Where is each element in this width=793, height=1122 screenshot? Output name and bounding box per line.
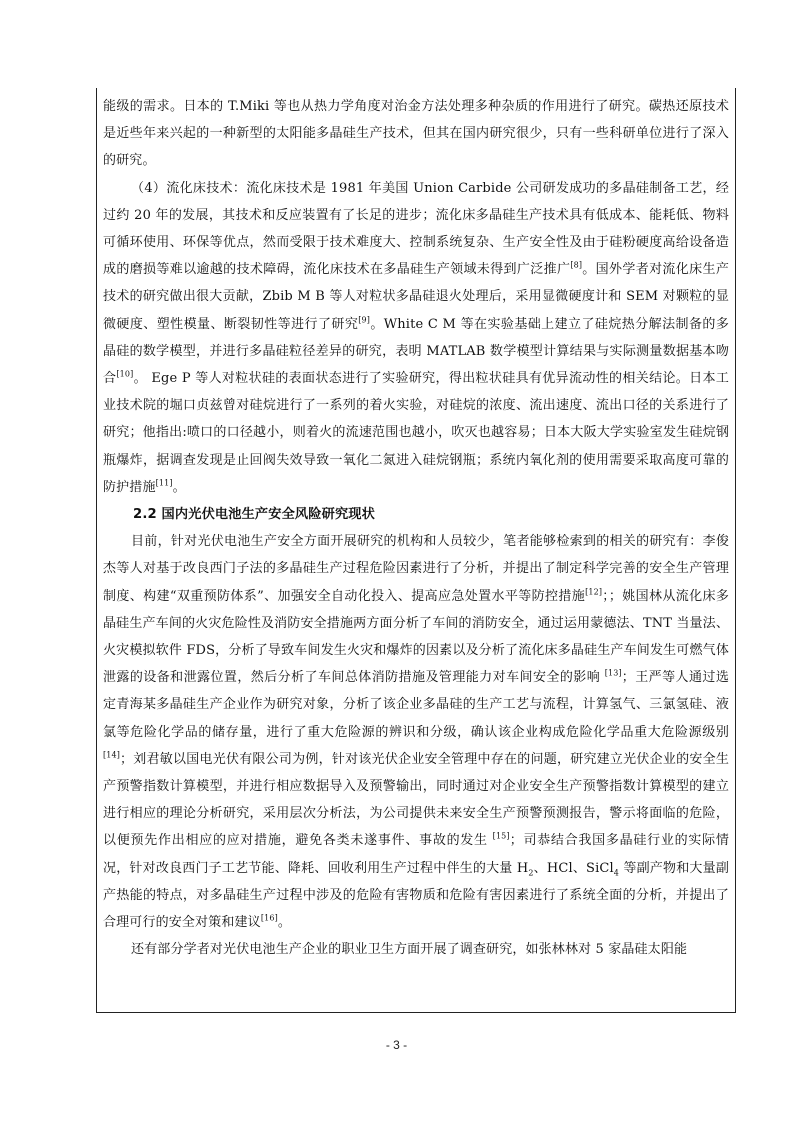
paragraph-domestic-research	[103, 528, 729, 936]
text-run: ；司恭结合我国多晶硅行业的实际情况，针对改良西门子工艺节能、降耗、回收利用生产过程中伴生的大量 H	[103, 833, 729, 876]
text-run: 。 Ege P 等人对粒状硅的表面状态进行了实验研究，得出粒状硅具有优异流动性的相关结论。日本工业技术院的堀口贞兹曾对硅烷进行了一系列的着火实验，对硅烷的浓度、流出速度、流出口径的关系进行了研究；他指出:喷口的口径越小，则着火的流速范围也越小，吹灭也越容易；日本大阪大学实验室发生硅烷钢瓶爆炸，据调查发现是止回阀失效导致一氧化二氮进入硅烷钢瓶；系统内氧化剂的使用需要采取高度可靠的防护措施	[103, 371, 729, 495]
text-run: 、HCl、SiCl	[533, 860, 614, 876]
text-run: ；；姚国林从流化床多晶硅生产车间的火灾危险性及消防安全措施两方面分析了车间的消防安全，通过运用蒙德法、TNT 当量法、火灾模拟软件 FDS，分析了导致车间发生火灾和爆炸的因素以及分析了流化床多晶硅生产车间发生可燃气体泄露的设备和泄露位置，然后分析了车间总体消防措施及管理能力对车间安全的影响	[103, 588, 729, 686]
citation-ref: [12]	[585, 587, 603, 597]
paragraph-fluidized-bed	[103, 175, 729, 501]
document-body	[103, 93, 729, 964]
citation-ref: [16]	[260, 913, 278, 923]
subscript: 2	[528, 868, 534, 878]
citation-ref: [9]	[358, 315, 371, 325]
text-run: 。White C M 等在实验基础上建立了硅烷热分解法制备的多晶硅的数学模型，并进行多晶硅粒径差异的研究，表明 MATLAB 数学模型计算结果与实际测量数据基本吻合	[103, 316, 729, 387]
text-run: 等副产物和大量副产热能的特点，对多晶硅生产过程中涉及的危险有害物质和危险有害因素进行了系统全面的分析，并提出了合理可行的安全对策和建议	[103, 860, 730, 931]
text-run: （4）流化床技术：流化床技术是 1981 年美国 Union Carbide 公司研发成功的多晶硅制备工艺，经过约 20 年的发展，其技术和反应装置有了长足的进步；流化床多晶硅生产技术具有低成本、能耗低、物料可循环使用、环保等优点，然而受限于技术难度大、控制系统复杂、生产安全性及由于硅粉硬度高给设备造成的磨损等难以逾越的技术障碍，流化床技术在多晶硅生产领域未得到广泛推广	[103, 180, 729, 278]
citation-ref: [10]	[116, 369, 134, 379]
citation-ref: [11]	[155, 478, 173, 488]
text-run: 。	[277, 915, 291, 931]
text-run: 。	[172, 479, 186, 495]
section-heading: 2.2 国内光伏电池生产安全风险研究现状	[133, 507, 375, 523]
citation-ref: [15]	[492, 832, 510, 842]
paragraph-occupational-health: 还有部分学者对光伏电池生产企业的职业卫生方面开展了调查研究，如张林林对 5 家晶硅太阳能	[131, 942, 688, 958]
text-run: ；王严等人通过选定青海某多晶硅生产企业作为研究对象，分析了该企业多晶硅的生产工艺与流程，计算氢气、三氯氢硅、液氯等危险化学品的储存量，进行了重大危险源的辨识和分级，确认该企业构成危险化学品重大危险源级别	[103, 670, 729, 740]
text-run: 。国外学者对流化床生产技术的研究做出很大贡献，Zbib M B 等人对粒状多晶硅退火处理后，采用显微硬度计和 SEM 对颗粒的显微硬度、塑性模量、断裂韧性等进行了研究	[103, 262, 729, 332]
citation-ref: [8]	[570, 260, 583, 270]
citation-ref: [14]	[103, 750, 121, 760]
page-number: - 3 -	[385, 1038, 408, 1052]
subscript: 4	[613, 868, 620, 878]
paragraph-continuation: 能级的需求。日本的 T.Miki 等也从热力学角度对治金方法处理多种杂质的作用进行了研究。碳热还原技术是近些年来兴起的一种新型的太阳能多晶硅生产技术，但其在国内研究很少，只有一些科研单位进行了深入的研究。	[103, 99, 729, 169]
citation-ref: [13]	[604, 668, 622, 678]
text-run: ；刘君敏以国电光伏有限公司为例，针对该光伏企业安全管理中存在的问题，研究建立光伏企业的安全生产预警指数计算模型，并进行相应数据导入及预警输出，同时通过对企业安全生产预警指数计算模型的建立进行相应的理论分析研究，采用层次分析法，为公司提供未来安全生产预警预测报告，警示将面临的危险，以便预先作出相应的应对措施，避免各类未遂事件、事故的发生	[103, 751, 729, 849]
text-run: 目前，针对光伏电池生产安全方面开展研究的机构和人员较少，笔者能够检索到的相关的研究有：李俊杰等人对基于改良西门子法的多晶硅生产过程危险因素进行了分析，并提出了制定科学完善的安全生产管理制度、构建“双重预防体系”、加强安全自动化投入、提高应急处置水平等防控措施	[103, 534, 729, 604]
